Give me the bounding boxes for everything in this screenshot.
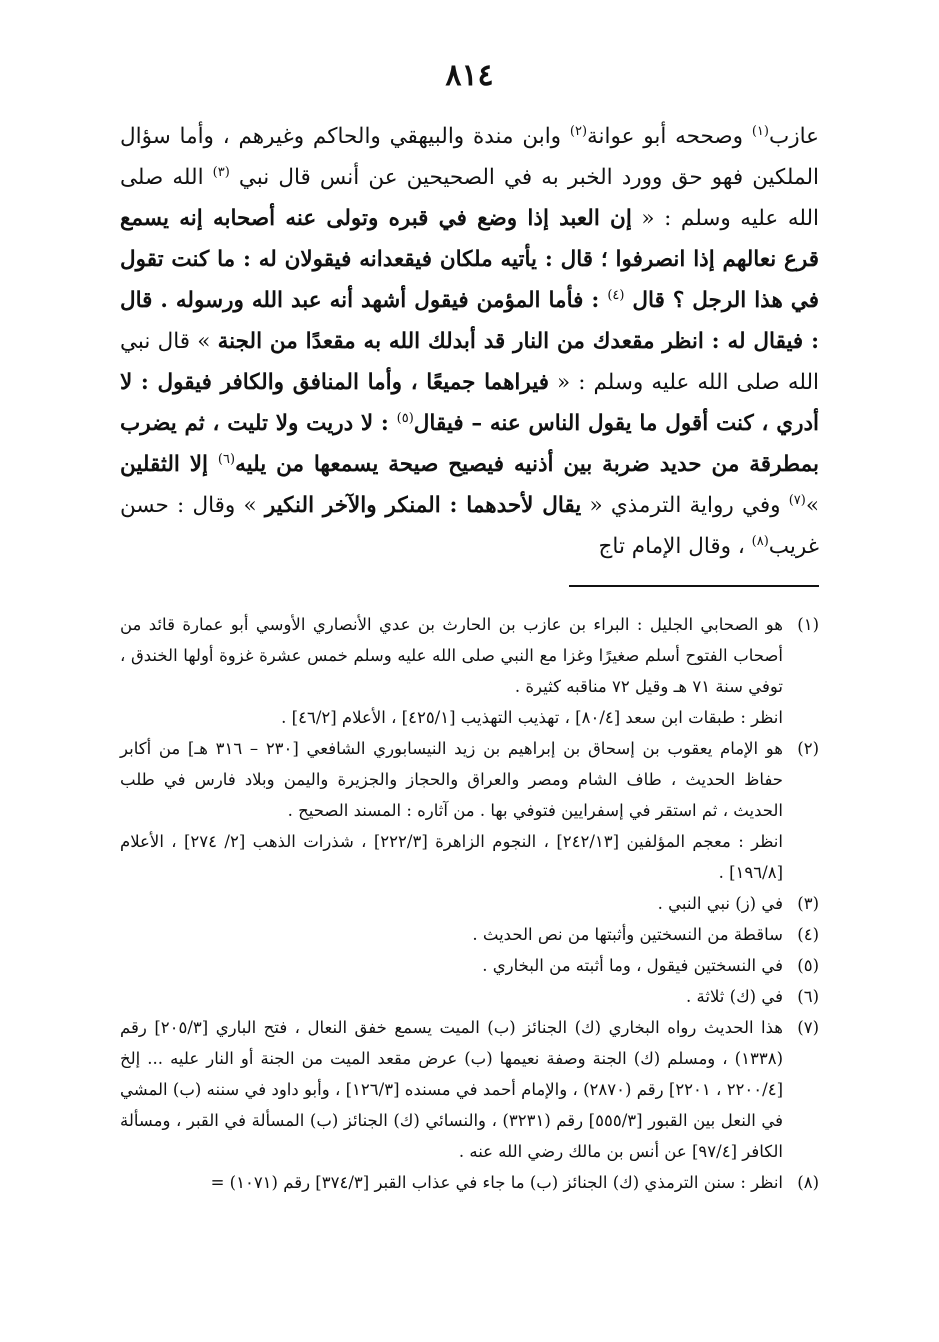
- footnote-divider: [569, 585, 819, 587]
- footnote-body: [120, 919, 783, 950]
- footnote: [120, 733, 819, 888]
- footnote-number: (٤): [797, 925, 819, 944]
- footnote-number: (٧): [797, 1018, 819, 1037]
- bold-text-run: إن العبد إذا وضع في قبره وتولى عنه أصحابه إنه يسمع قرع نعالهم إذا انصرفوا ؛ قال : يأتيه ملكان فيقعدانه فيقولان له : ما كنت تقول في هذا الرجل ؟ قال: [120, 206, 819, 313]
- footnote-number: (٦): [797, 987, 819, 1006]
- footnote-line: في النسختين فيقول ، وما أثبته من البخاري .: [482, 956, 783, 975]
- footnote-reference: (١): [751, 123, 769, 139]
- footnote-reference: (٦): [217, 451, 236, 467]
- footnote-line: هو الإمام يعقوب بن إسحاق بن إبراهيم بن زيد النيسابوري الشافعي [٢٣٠ – ٣١٦ هـ] من أكابر حفاظ الحديث ، طاف الشام ومصر والعراق والحجاز والجزيرة واليمن وبلاد فارس في طلب الحديث ، ثم استقر في إسفرايين فتوفي بها . من آثاره : المسند الصحيح .: [120, 739, 783, 820]
- footnotes: [120, 609, 819, 1198]
- text-run: ، وقال الإمام تاج: [598, 534, 752, 559]
- footnote-reference: (٤): [607, 287, 625, 303]
- footnote-reference: (٣): [212, 164, 230, 180]
- footnote-reference: (٨): [751, 533, 769, 549]
- bold-text-run: : لا دريت ولا تليت ، ثم يضرب بمطرقة من حديد ضربة بين أذنيه فيصيح صيحة يسمعها من يليه: [120, 411, 819, 477]
- text-run: وفي رواية الترمذي «: [581, 493, 789, 518]
- text-run: » قال نبي الله صلى الله عليه وسلم : «: [120, 329, 819, 395]
- text-run: الله صلى الله عليه وسلم : «: [120, 165, 819, 231]
- text-run: عازب: [768, 124, 819, 149]
- footnote-number: (٣): [797, 894, 819, 913]
- footnote-body: [120, 950, 783, 981]
- bold-text-run: إلا الثقلين: [120, 452, 218, 477]
- footnote-body: [120, 733, 783, 888]
- page-number: ٨١٤: [445, 58, 494, 93]
- footnote-line: في (ك) ثلاثة .: [686, 987, 783, 1006]
- footnote: [120, 1167, 819, 1198]
- footnote: [120, 981, 819, 1012]
- footnote: [120, 1012, 819, 1167]
- footnote-line: انظر : سنن الترمذي (ك) الجنائز (ب) ما جاء في عذاب القبر [٣٧٤/٣] رقم (١٠٧١) =: [210, 1173, 783, 1192]
- bold-text-run: : فأما المؤمن فيقول أشهد أنه عبد الله ورسوله . قال : فيقال له : انظر مقعدك من النار قد أبدلك الله به مقعدًا من الجنة: [120, 288, 820, 354]
- footnote-body: [120, 1012, 783, 1167]
- footnote-number: (٥): [797, 956, 819, 975]
- footnote: [120, 950, 819, 981]
- footnote-number: (١): [797, 615, 819, 634]
- footnote-line: ساقطة من النسختين وأثبتها من نص الحديث .: [472, 925, 783, 944]
- footnote-line: في (ز) نبي النبي .: [657, 894, 783, 913]
- footnote-body: [120, 888, 783, 919]
- text-run: » وقال : حسن غريب: [120, 493, 819, 559]
- bold-text-run: فيراهما جميعًا ، وأما المنافق والكافر فيقول : لا أدري ، كنت أقول ما يقول الناس عنه – فيقال: [120, 370, 819, 436]
- text-run: وصححه أبو عوانة: [587, 124, 752, 149]
- text-run: وابن مندة والبيهقي والحاكم وغيرهم ، وأما سؤال الملكين فهو حق وورد الخبر به في الصحيحين عن أنس قال نبي: [120, 124, 819, 190]
- footnote-reference: (٥): [396, 410, 414, 426]
- footnote-body: [120, 1167, 783, 1198]
- footnote: [120, 609, 819, 733]
- footnote-line: هو الصحابي الجليل : البراء بن عازب بن الحارث بن عدي الأنصاري الأوسي أبو عمارة قائد من أصحاب الفتوح أسلم صغيرًا وغزا مع النبي صلى الله عليه وسلم خمس عشرة غزوة أولها الخندق ، توفي سنة ٧١ هـ وقيل ٧٢ مناقبه كثيرة .: [120, 615, 783, 696]
- footnote-body: [120, 981, 783, 1012]
- footnote-body: [120, 609, 783, 733]
- footnote-line: انظر : معجم المؤلفين [٢٤٢/١٣] ، النجوم الزاهرة [٢٢٢/٣] ، شذرات الذهب [٢/ ٢٧٤] ، الأعلام [١٩٦/٨] .: [120, 832, 783, 882]
- footnote: [120, 888, 819, 919]
- main-text: [120, 116, 819, 567]
- footnote-line: انظر : طبقات ابن سعد [٨٠/٤] ، تهذيب التهذيب [٤٢٥/١] ، الأعلام [٤٦/٢] .: [281, 708, 783, 727]
- footnote: [120, 919, 819, 950]
- text-run: »: [805, 493, 820, 518]
- bold-text-run: يقال لأحدهما : المنكر والآخر النكير: [264, 493, 582, 518]
- footnote-reference: (٧): [788, 492, 806, 508]
- footnote-reference: (٢): [569, 123, 588, 139]
- footnote-line: هذا الحديث رواه البخاري (ك) الجنائز (ب) الميت يسمع خفق النعال ، فتح الباري [٢٠٥/٣] رقم (١٣٣٨) ، ومسلم (ك) الجنة وصفة نعيمها (ب) عرض مقعد الميت من الجنة أو النار عليه ... إلخ [٢٢٠٠/٤ ، ٢٢٠١] رقم (٢٨٧٠) ، والإمام أحمد في مسنده [١٢٦/٣] ، وأبو داود في سننه (ب) المشي في النعل بين القبور [٥٥٥/٣] رقم (٣٢٣١) ، والنسائي (ك) الجنائز (ب) المسألة في القبر ، ومسألة الكافر [٩٧/٤] عن أنس بن مالك رضي الله عنه .: [120, 1018, 783, 1161]
- footnote-number: (٨): [797, 1173, 819, 1192]
- footnote-number: (٢): [797, 739, 819, 758]
